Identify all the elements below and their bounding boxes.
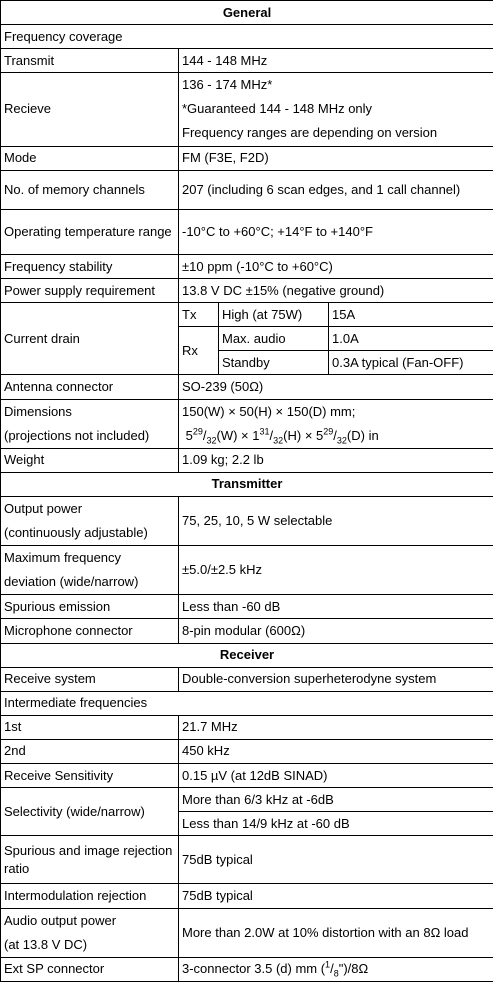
spec-value: 13.8 V DC ±15% (negative ground) <box>179 279 493 303</box>
spec-row-intermediate-frequencies <box>1 691 493 715</box>
spec-value: 207 (including 6 scan edges, and 1 call channel) <box>179 170 493 209</box>
spec-label: No. of memory channels <box>1 170 179 209</box>
spec-row-transmit <box>1 49 493 73</box>
spec-value: 21.7 MHz <box>179 715 493 739</box>
section-row-transmitter <box>1 472 493 496</box>
spec-row-spurious-image-rejection <box>1 836 493 884</box>
spec-row-dimensions <box>1 399 493 448</box>
spec-row-power-supply <box>1 279 493 303</box>
current-drain-mode: Rx <box>179 327 219 375</box>
spec-value: 0.15 µV (at 12dB SINAD) <box>179 763 493 787</box>
spec-value: Less than -60 dB <box>179 595 493 619</box>
output-power-label: Output power <box>4 501 83 517</box>
spec-value <box>179 399 493 448</box>
spec-label: Frequency stability <box>1 255 179 279</box>
spec-value: 450 kHz <box>179 739 493 763</box>
current-drain-condition: High (at 75W) <box>219 303 329 327</box>
spec-value: More than 6/3 kHz at -6dB <box>179 788 493 812</box>
spec-row-receive-system <box>1 667 493 691</box>
spec-row-frequency-stability <box>1 255 493 279</box>
spec-label <box>1 496 179 545</box>
spec-label: Spurious emission <box>1 595 179 619</box>
spec-label: 1st <box>1 715 179 739</box>
section-title-general: General <box>1 1 493 25</box>
spec-row-antenna-connector <box>1 375 493 399</box>
spec-value <box>179 73 493 146</box>
spec-label: Intermodulation rejection <box>1 884 179 908</box>
receive-guarantee-note: *Guaranteed 144 - 148 MHz only <box>182 101 373 117</box>
spec-value: More than 2.0W at 10% distortion with an 8Ω load <box>179 908 493 957</box>
spec-value: Double-conversion superheterodyne system <box>179 667 493 691</box>
spec-label: Mode <box>1 146 179 170</box>
spec-row-current-drain-tx <box>1 303 493 327</box>
spec-value: 144 - 148 MHz <box>179 49 493 73</box>
spec-row-weight <box>1 448 493 472</box>
spec-row-microphone-connector <box>1 619 493 643</box>
spec-label: Transmit <box>1 49 179 73</box>
spec-value: 75dB typical <box>179 884 493 908</box>
spec-label: Intermediate frequencies <box>1 691 493 715</box>
current-drain-value: 0.3A typical (Fan-OFF) <box>329 351 493 375</box>
receive-version-note: Frequency ranges are depending on version <box>182 125 438 141</box>
output-power-note: (continuously adjustable) <box>4 525 148 541</box>
spec-row-max-deviation <box>1 546 493 595</box>
spec-value: 3-connector 3.5 (d) mm $(^1/_8")/8\Omega$ <box>179 957 493 981</box>
spec-label: Receive Sensitivity <box>1 763 179 787</box>
spec-row-mode <box>1 146 493 170</box>
current-drain-mode: Tx <box>179 303 219 327</box>
spec-label: Recieve <box>1 73 179 146</box>
spec-label: Selectivity (wide/narrow) <box>1 788 179 836</box>
deviation-label: Maximum frequency <box>4 550 122 566</box>
current-drain-condition: Standby <box>219 351 329 375</box>
receive-range: 136 - 174 MHz* <box>182 77 273 93</box>
spec-label <box>1 546 179 595</box>
audio-output-label: Audio output power <box>4 912 117 928</box>
spec-row-spurious-emission <box>1 595 493 619</box>
spec-value: Less than 14/9 kHz at -60 dB <box>179 812 493 836</box>
dimensions-inches: $5^{29}/_{32}(W) \times 1^{31}/_{32}(H) \times 5^{29}/_{32}(D)$ in <box>185 426 379 446</box>
spec-row-receive-sensitivity <box>1 763 493 787</box>
spec-label: Weight <box>1 448 179 472</box>
deviation-note: deviation (wide/narrow) <box>4 574 139 590</box>
current-drain-value: 1.0A <box>329 327 493 351</box>
spec-row-memory-channels <box>1 170 493 209</box>
spec-value: ±5.0/±2.5 kHz <box>179 546 493 595</box>
dimensions-note: (projections not included) <box>4 427 150 443</box>
spec-row-if-2nd <box>1 739 493 763</box>
section-title-receiver: Receiver <box>1 643 493 667</box>
spec-label: Power supply requirement <box>1 279 179 303</box>
spec-value: 75dB typical <box>179 836 493 884</box>
spec-row-receive <box>1 73 493 146</box>
spec-row-audio-output-power <box>1 908 493 957</box>
spec-label: Receive system <box>1 667 179 691</box>
section-row-general <box>1 1 493 25</box>
spec-value: FM (F3E, F2D) <box>179 146 493 170</box>
spec-label <box>1 399 179 448</box>
audio-output-note: (at 13.8 V DC) <box>4 936 88 952</box>
spec-label: Antenna connector <box>1 375 179 399</box>
spec-value: SO-239 (50Ω) <box>179 375 493 399</box>
spec-row-output-power <box>1 496 493 545</box>
section-row-receiver <box>1 643 493 667</box>
current-drain-value: 15A <box>329 303 493 327</box>
spec-row-if-1st <box>1 715 493 739</box>
dimensions-metric: 150(W) × 50(H) × 150(D) mm; <box>182 403 356 419</box>
spec-label: Spurious and image rejection ratio <box>1 836 179 884</box>
spec-label: Current drain <box>1 303 179 375</box>
spec-value: ±10 ppm (-10°C to +60°C) <box>179 255 493 279</box>
spec-row-intermodulation-rejection <box>1 884 493 908</box>
spec-row-frequency-coverage <box>1 25 493 49</box>
section-title-transmitter: Transmitter <box>1 472 493 496</box>
current-drain-condition: Max. audio <box>219 327 329 351</box>
spec-label: 2nd <box>1 739 179 763</box>
spec-value: 8-pin modular (600Ω) <box>179 619 493 643</box>
spec-label: Microphone connector <box>1 619 179 643</box>
spec-label: Ext SP connector <box>1 957 179 981</box>
spec-row-selectivity-wide <box>1 788 493 812</box>
dimensions-label: Dimensions <box>4 403 72 419</box>
spec-label <box>1 908 179 957</box>
spec-value: 1.09 kg; 2.2 lb <box>179 448 493 472</box>
spec-label: Operating temperature range <box>1 209 179 254</box>
spec-value: 75, 25, 10, 5 W selectable <box>179 496 493 545</box>
spec-label: Frequency coverage <box>1 25 493 49</box>
spec-row-ext-sp-connector <box>1 957 493 981</box>
spec-value: -10°C to +60°C; +14°F to +140°F <box>179 209 493 254</box>
spec-row-operating-temperature <box>1 209 493 254</box>
